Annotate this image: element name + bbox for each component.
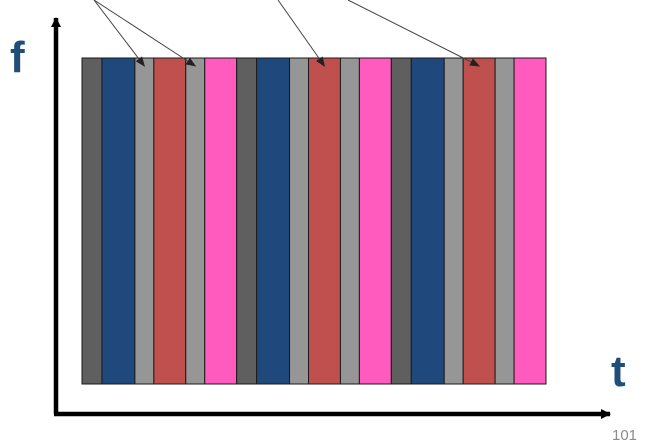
bar-red <box>309 58 341 384</box>
pointer-arrow <box>94 0 195 66</box>
bar-gray-dark <box>391 58 411 384</box>
bar-gray-light <box>444 58 463 384</box>
bar-gray-light <box>290 58 309 384</box>
bar-red <box>154 58 186 384</box>
bar-pink <box>359 58 391 384</box>
bar-gray-light <box>186 58 205 384</box>
bar-gray-dark <box>82 58 102 384</box>
frequency-axis-label: f <box>10 33 25 82</box>
bar-pink <box>205 58 237 384</box>
bar-blue <box>411 58 444 384</box>
time-axis-label: t <box>611 347 626 396</box>
pointer-arrow <box>348 0 479 66</box>
pointer-arrow <box>278 0 324 66</box>
bar-gray-dark <box>237 58 257 384</box>
bar-gray-light <box>135 58 154 384</box>
bar-blue <box>257 58 290 384</box>
bar-gray-light <box>495 58 514 384</box>
slide-number: 101 <box>612 427 638 444</box>
bar-pink <box>514 58 546 384</box>
bar-red <box>463 58 495 384</box>
pointer-arrow-group <box>94 0 479 66</box>
bar-group <box>82 58 546 384</box>
pointer-arrow <box>94 0 144 66</box>
bar-blue <box>102 58 135 384</box>
bar-gray-light <box>340 58 359 384</box>
